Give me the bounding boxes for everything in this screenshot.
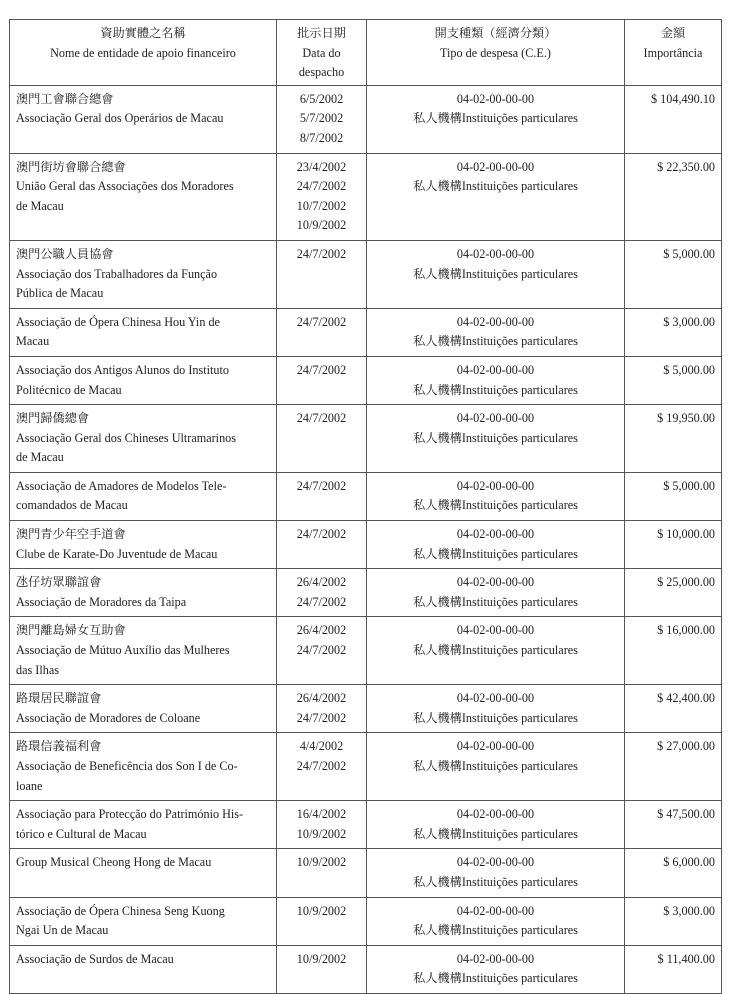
dispatch-date-cell	[277, 472, 367, 520]
dispatch-date: 24/7/2002	[296, 759, 347, 773]
entity-name-cell	[10, 356, 277, 404]
header-amount-pt: Importância	[643, 45, 703, 60]
expense-type-cell	[367, 945, 625, 993]
entity-name-cell	[10, 308, 277, 356]
dispatch-date: 10/9/2002	[296, 951, 347, 966]
amount-cell	[625, 617, 722, 685]
entity-name-cell	[10, 801, 277, 849]
dispatch-date: 24/7/2002	[296, 710, 347, 725]
amount-cell	[625, 308, 722, 356]
dispatch-date: 6/5/2002	[299, 91, 344, 106]
expense-code: 04-02-00-00-00	[456, 159, 535, 174]
entity-name-line: Associação de Moradores de Coloane	[16, 710, 201, 725]
expense-type-label: 私人機構Instituições particulares	[413, 266, 578, 281]
expense-type-label: 私人機構Instituições particulares	[413, 759, 578, 773]
amount-value: $ 19,950.00	[657, 411, 715, 426]
amount-value: $ 22,350.00	[657, 159, 715, 174]
expense-code: 04-02-00-00-00	[456, 362, 535, 377]
amount-cell	[625, 801, 722, 849]
table-row	[10, 240, 722, 308]
entity-name-cell	[10, 405, 277, 473]
header-entity	[10, 20, 277, 86]
entity-name-line: 澳門街坊會聯合總會	[16, 159, 126, 174]
amount-value: $ 11,400.00	[657, 951, 715, 966]
dispatch-date: 24/7/2002	[296, 527, 347, 542]
expense-type-cell	[367, 849, 625, 897]
expense-code: 04-02-00-00-00	[456, 739, 535, 754]
dispatch-date-cell	[277, 685, 367, 733]
entity-name-line: 路環居民聯誼會	[16, 691, 102, 706]
table-row	[10, 308, 722, 356]
dispatch-date: 26/4/2002	[296, 691, 347, 706]
table-row	[10, 945, 722, 993]
entity-name-cell	[10, 945, 277, 993]
entity-name-cell	[10, 240, 277, 308]
header-date	[277, 20, 367, 86]
expense-code: 04-02-00-00-00	[456, 478, 535, 493]
dispatch-date: 24/7/2002	[296, 246, 347, 261]
entity-name-cell	[10, 153, 277, 240]
entity-name-line: Associação de Beneficência dos Son I de Co-	[16, 759, 238, 773]
table-row	[10, 356, 722, 404]
header-type-zh: 開支種類（經濟分類）	[434, 26, 557, 40]
expense-type-label: 私人機構Instituições particulares	[413, 710, 578, 725]
expense-code: 04-02-00-00-00	[456, 951, 535, 966]
amount-value: $ 5,000.00	[663, 246, 715, 261]
dispatch-date-cell	[277, 356, 367, 404]
table-row	[10, 153, 722, 240]
amount-value: $ 5,000.00	[663, 478, 715, 493]
dispatch-date: 26/4/2002	[296, 575, 347, 590]
entity-name-line: Associação para Protecção do Património His-	[16, 807, 244, 822]
grants-table	[9, 19, 722, 994]
amount-value: $ 42,400.00	[657, 691, 715, 706]
expense-type-label: 私人機構Instituições particulares	[413, 971, 578, 986]
amount-value: $ 16,000.00	[657, 623, 715, 638]
amount-value: $ 5,000.00	[663, 362, 715, 377]
table-row	[10, 569, 722, 617]
entity-name-line: Associação de Amadores de Modelos Tele-	[16, 478, 227, 493]
dispatch-date-cell	[277, 897, 367, 945]
dispatch-date-cell	[277, 153, 367, 240]
expense-type-label: 私人機構Instituições particulares	[413, 179, 578, 194]
expense-type-label: 私人機構Instituições particulares	[413, 334, 578, 349]
entity-name-line: 澳門公職人員協會	[16, 246, 114, 261]
expense-type-label: 私人機構Instituições particulares	[413, 874, 578, 889]
expense-type-label: 私人機構Instituições particulares	[413, 923, 578, 938]
table-row	[10, 85, 722, 153]
entity-name-line: 澳門工會聯合總會	[16, 91, 114, 106]
header-type	[367, 20, 625, 86]
entity-name-cell	[10, 685, 277, 733]
amount-value: $ 3,000.00	[663, 314, 715, 329]
expense-code: 04-02-00-00-00	[456, 527, 535, 542]
dispatch-date: 26/4/2002	[296, 623, 347, 638]
table-row	[10, 617, 722, 685]
entity-name-line: 氹仔坊眾聯誼會	[16, 575, 102, 590]
table-row	[10, 405, 722, 473]
entity-name-line: 路環信義福利會	[16, 739, 102, 754]
expense-code: 04-02-00-00-00	[456, 807, 535, 822]
expense-type-cell	[367, 897, 625, 945]
dispatch-date: 24/7/2002	[296, 314, 347, 329]
dispatch-date-cell	[277, 240, 367, 308]
dispatch-date-cell	[277, 569, 367, 617]
dispatch-date-cell	[277, 733, 367, 801]
entity-name-line: Associação de Ópera Chinesa Seng Kuong	[16, 903, 225, 918]
dispatch-date: 10/9/2002	[296, 218, 347, 233]
amount-cell	[625, 849, 722, 897]
expense-type-label: 私人機構Instituições particulares	[413, 111, 578, 126]
amount-cell	[625, 85, 722, 153]
expense-type-label: 私人機構Instituições particulares	[413, 594, 578, 609]
expense-code: 04-02-00-00-00	[456, 903, 535, 918]
amount-value: $ 10,000.00	[657, 527, 715, 542]
amount-cell	[625, 472, 722, 520]
table-row	[10, 685, 722, 733]
entity-name-line: Pública de Macau	[16, 286, 104, 301]
dispatch-date: 24/7/2002	[296, 411, 347, 426]
expense-type-cell	[367, 240, 625, 308]
entity-name-line: de Macau	[16, 450, 64, 465]
amount-cell	[625, 569, 722, 617]
amount-cell	[625, 685, 722, 733]
amount-cell	[625, 153, 722, 240]
dispatch-date: 24/7/2002	[296, 643, 347, 658]
table-row	[10, 897, 722, 945]
entity-name-line: Associação de Moradores da Taipa	[16, 594, 187, 609]
entity-name-line: Associação Geral dos Operários de Macau	[16, 111, 224, 126]
dispatch-date: 24/7/2002	[296, 362, 347, 377]
expense-type-label: 私人機構Instituições particulares	[413, 382, 578, 397]
header-entity-pt: Nome de entidade de apoio financeiro	[50, 45, 236, 60]
amount-cell	[625, 945, 722, 993]
entity-name-line: Clube de Karate-Do Juventude de Macau	[16, 546, 218, 561]
entity-name-cell	[10, 521, 277, 569]
header-row	[10, 20, 722, 86]
amount-value: $ 104,490.10	[651, 91, 715, 106]
amount-value: $ 47,500.00	[657, 807, 715, 822]
entity-name-line: Associação de Ópera Chinesa Hou Yin de	[16, 314, 220, 329]
entity-name-line: Associação de Mútuo Auxílio das Mulheres	[16, 643, 230, 658]
expense-type-cell	[367, 153, 625, 240]
dispatch-date-cell	[277, 85, 367, 153]
expense-type-cell	[367, 356, 625, 404]
entity-name-line: de Macau	[16, 198, 64, 213]
amount-cell	[625, 897, 722, 945]
entity-name-line: Associação dos Antigos Alunos do Instituto	[16, 362, 229, 377]
entity-name-cell	[10, 569, 277, 617]
entity-name-line: comandados de Macau	[16, 498, 128, 513]
expense-type-cell	[367, 521, 625, 569]
amount-value: $ 3,000.00	[663, 903, 715, 918]
table-row	[10, 521, 722, 569]
entity-name-cell	[10, 733, 277, 801]
dispatch-date: 24/7/2002	[296, 179, 347, 194]
dispatch-date: 23/4/2002	[296, 159, 347, 174]
entity-name-line: loane	[16, 778, 43, 793]
expense-type-label: 私人機構Instituições particulares	[413, 826, 578, 841]
expense-type-cell	[367, 472, 625, 520]
expense-code: 04-02-00-00-00	[456, 691, 535, 706]
dispatch-date: 4/4/2002	[299, 739, 344, 754]
entity-name-line: União Geral das Associações dos Moradores	[16, 179, 234, 194]
entity-name-cell	[10, 472, 277, 520]
entity-name-line: 澳門青少年空手道會	[16, 527, 126, 542]
expense-type-cell	[367, 308, 625, 356]
table-row	[10, 472, 722, 520]
dispatch-date-cell	[277, 849, 367, 897]
amount-cell	[625, 405, 722, 473]
entity-name-line: Ngai Un de Macau	[16, 923, 109, 938]
dispatch-date-cell	[277, 405, 367, 473]
expense-type-label: 私人機構Instituições particulares	[413, 546, 578, 561]
dispatch-date-cell	[277, 521, 367, 569]
expense-type-cell	[367, 685, 625, 733]
amount-value: $ 25,000.00	[657, 575, 715, 590]
dispatch-date-cell	[277, 617, 367, 685]
expense-code: 04-02-00-00-00	[456, 314, 535, 329]
expense-type-cell	[367, 801, 625, 849]
entity-name-line: 澳門歸僑總會	[16, 411, 90, 426]
dispatch-date-cell	[277, 308, 367, 356]
entity-name-line: Associação Geral dos Chineses Ultramarinos	[16, 430, 236, 445]
expense-code: 04-02-00-00-00	[456, 91, 535, 106]
dispatch-date: 8/7/2002	[299, 130, 344, 145]
dispatch-date-cell	[277, 801, 367, 849]
header-type-pt: Tipo de despesa (C.E.)	[440, 45, 551, 60]
expense-type-cell	[367, 569, 625, 617]
amount-cell	[625, 733, 722, 801]
amount-cell	[625, 521, 722, 569]
dispatch-date: 10/9/2002	[296, 855, 347, 870]
amount-cell	[625, 240, 722, 308]
entity-name-line: Macau	[16, 334, 50, 349]
amount-value: $ 27,000.00	[657, 739, 715, 754]
expense-type-cell	[367, 85, 625, 153]
entity-name-line: Associação de Surdos de Macau	[16, 951, 174, 966]
expense-type-label: 私人機構Instituições particulares	[413, 498, 578, 513]
expense-type-label: 私人機構Instituições particulares	[413, 430, 578, 445]
table-row	[10, 733, 722, 801]
dispatch-date: 10/7/2002	[296, 198, 347, 213]
dispatch-date: 24/7/2002	[296, 478, 347, 493]
expense-type-cell	[367, 617, 625, 685]
expense-code: 04-02-00-00-00	[456, 575, 535, 590]
entity-name-cell	[10, 897, 277, 945]
dispatch-date-cell	[277, 945, 367, 993]
amount-value: $ 6,000.00	[663, 855, 715, 870]
entity-name-line: 澳門離島婦女互助會	[16, 623, 126, 638]
entity-name-cell	[10, 849, 277, 897]
expense-type-label: 私人機構Instituições particulares	[413, 643, 578, 658]
table-body	[10, 85, 722, 993]
expense-code: 04-02-00-00-00	[456, 411, 535, 426]
expense-type-cell	[367, 733, 625, 801]
expense-code: 04-02-00-00-00	[456, 623, 535, 638]
dispatch-date: 10/9/2002	[296, 826, 347, 841]
header-entity-zh: 資助實體之名稱	[100, 26, 186, 40]
entity-name-line: Politécnico de Macau	[16, 382, 122, 397]
dispatch-date: 5/7/2002	[299, 111, 344, 126]
header-amount	[625, 20, 722, 86]
expense-type-cell	[367, 405, 625, 473]
entity-name-line: Group Musical Cheong Hong de Macau	[16, 855, 212, 870]
entity-name-line: das Ilhas	[16, 662, 59, 677]
entity-name-cell	[10, 85, 277, 153]
dispatch-date: 24/7/2002	[296, 594, 347, 609]
expense-code: 04-02-00-00-00	[456, 855, 535, 870]
table-row	[10, 801, 722, 849]
table-row	[10, 849, 722, 897]
expense-code: 04-02-00-00-00	[456, 246, 535, 261]
entity-name-cell	[10, 617, 277, 685]
amount-cell	[625, 356, 722, 404]
entity-name-line: tórico e Cultural de Macau	[16, 826, 147, 841]
entity-name-line: Associação dos Trabalhadores da Função	[16, 266, 218, 281]
header-date-zh: 批示日期	[297, 26, 346, 40]
header-date-pt-2: despacho	[298, 65, 345, 80]
dispatch-date: 16/4/2002	[296, 807, 347, 822]
header-amount-zh: 金額	[660, 26, 686, 40]
dispatch-date: 10/9/2002	[296, 903, 347, 918]
header-date-pt-1: Data do	[302, 45, 341, 60]
